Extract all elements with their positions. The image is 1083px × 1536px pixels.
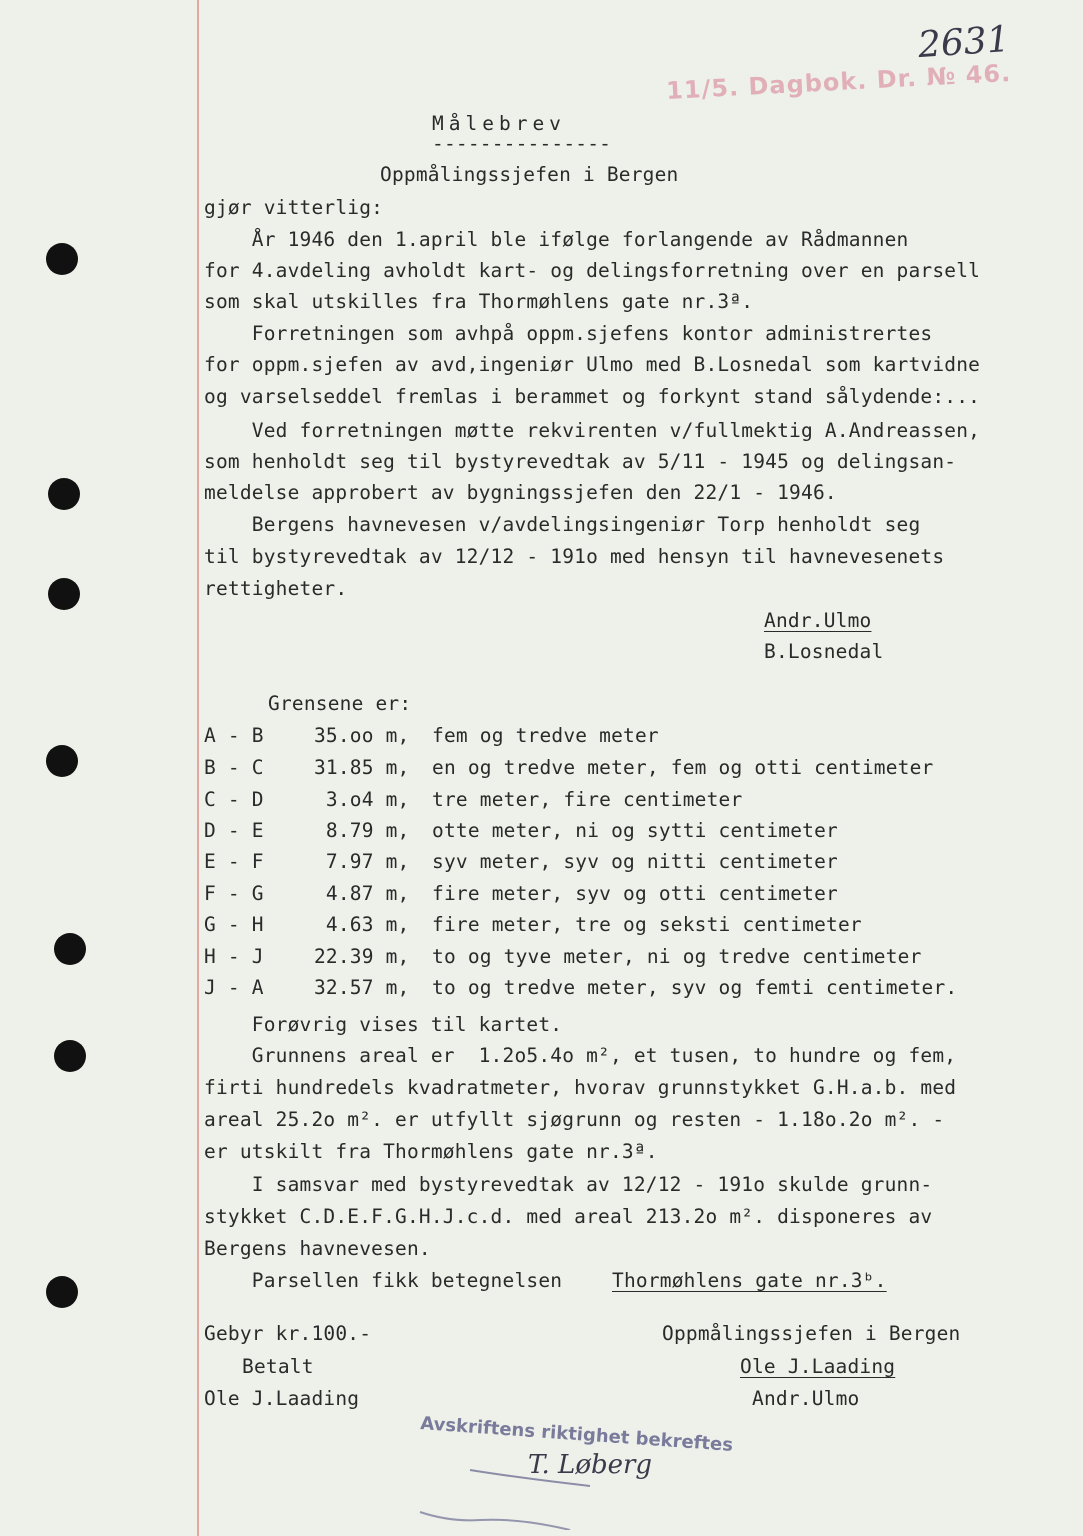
boundary-text: fem og tredve meter [432,724,659,747]
boundary-length: 22.39 m, [302,945,410,968]
boundary-length: 8.79 m, [302,819,410,842]
boundary-segment: H - J [204,945,264,968]
signer-name: Andr.Ulmo [764,609,872,632]
boundary-length: 32.57 m, [302,976,410,999]
office-title: Oppmålingssjefen i Bergen [662,1322,961,1345]
punch-hole [54,1040,86,1072]
boundary-length: 4.63 m, [302,913,410,936]
boundary-text: fire meter, syv og otti centimeter [432,882,838,905]
boundary-segment: J - A [204,976,264,999]
register-note: 11/5. Dagbok. Dr. № 46. [665,58,1012,106]
punch-hole [54,933,86,965]
text-line: og varselseddel fremlas i berammet og forkynt stand sålydende:... [204,385,981,408]
fee-line: Gebyr kr.100.- [204,1322,372,1345]
boundary-text: fire meter, tre og seksti centimeter [432,913,862,936]
text-line: Grunnens areal er 1.2o5.4o m², et tusen, to hundre og fem, [204,1044,957,1067]
text-line: stykket C.D.E.F.G.H.J.c.d. med areal 213.2o m². disponeres av [204,1205,933,1228]
signer-name: B.Losnedal [764,640,884,663]
boundary-length: 31.85 m, [302,756,410,779]
text-line: meldelse approbert av bygningssjefen den 22/1 - 1946. [204,481,837,504]
punch-hole [46,745,78,777]
paid-signer: Ole J.Laading [204,1387,360,1410]
text-line: Ved forretningen møtte rekvirenten v/fullmektig A.Andreassen, [204,419,981,442]
text-line: Bergens havnevesen v/avdelingsingeniør Torp henholdt seg [204,513,921,536]
punch-hole [48,478,80,510]
boundary-text: otte meter, ni og sytti centimeter [432,819,838,842]
parcel-designation: Thormøhlens gate nr.3ᵇ. [612,1269,887,1292]
boundary-text: syv meter, syv og nitti centimeter [432,850,838,873]
boundary-length: 7.97 m, [302,850,410,873]
corner-number: 2631 [916,18,1011,67]
boundary-segment: A - B [204,724,264,747]
text-line: areal 25.2o m². er utfyllt sjøgrunn og resten - 1.18o.2o m². - [204,1108,945,1131]
issuer-heading: Oppmålingssjefen i Bergen [380,163,679,186]
boundaries-title: Grensene er: [268,692,412,715]
text-line: som skal utskilles fra Thormøhlens gate nr.3ª. [204,290,754,313]
margin-line [197,0,199,1536]
stamp-signature: T. Løberg [528,1450,653,1480]
text-line: Forøvrig vises til kartet. [204,1013,563,1036]
boundary-text: to og tredve meter, syv og femti centimeter. [432,976,958,999]
boundary-text: tre meter, fire centimeter [432,788,743,811]
boundary-segment: G - H [204,913,264,936]
signature-scribble [400,1440,620,1530]
boundary-segment: C - D [204,788,264,811]
page-title: Målebrev [432,112,566,135]
boundary-length: 4.87 m, [302,882,410,905]
boundary-segment: B - C [204,756,264,779]
punch-hole [46,1276,78,1308]
text-line: firti hundredels kvadratmeter, hvorav grunnstykket G.H.a.b. med [204,1076,957,1099]
office-signer-2: Andr.Ulmo [752,1387,860,1410]
text-line: for 4.avdeling avholdt kart- og delingsforretning over en parsell [204,259,981,282]
text-line: Bergens havnevesen. [204,1237,431,1260]
text-line: for oppm.sjefen av avd,ingeniør Ulmo med B.Losnedal som kartvidne [204,353,981,376]
text-line: gjør vitterlig: [204,196,384,219]
boundary-text: to og tyve meter, ni og tredve centimeter [432,945,922,968]
punch-hole [48,578,80,610]
boundary-segment: E - F [204,850,264,873]
text-line: som henholdt seg til bystyrevedtak av 5/11 - 1945 og delingsan- [204,450,957,473]
paid-label: Betalt [242,1355,314,1378]
text-line: er utskilt fra Thormøhlens gate nr.3ª. [204,1140,658,1163]
boundary-length: 3.o4 m, [302,788,410,811]
text-line: I samsvar med bystyrevedtak av 12/12 - 191o skulde grunn- [204,1173,933,1196]
title-rule: --------------- [432,132,612,155]
boundary-segment: D - E [204,819,264,842]
boundary-text: en og tredve meter, fem og otti centimeter [432,756,934,779]
text-line: År 1946 den 1.april ble ifølge forlangende av Rådmannen [204,228,909,251]
certification-stamp: Avskriftens riktighet bekreftes [419,1413,734,1456]
office-signer: Ole J.Laading [740,1355,896,1378]
boundary-segment: F - G [204,882,264,905]
text-line: rettigheter. [204,577,348,600]
boundary-length: 35.oo m, [302,724,410,747]
designation-prefix: Parsellen fikk betegnelsen [204,1269,575,1292]
punch-hole [46,243,78,275]
text-line: Forretningen som avhpå oppm.sjefens kontor administrertes [204,322,933,345]
text-line: til bystyrevedtak av 12/12 - 191o med hensyn til havnevesenets [204,545,945,568]
